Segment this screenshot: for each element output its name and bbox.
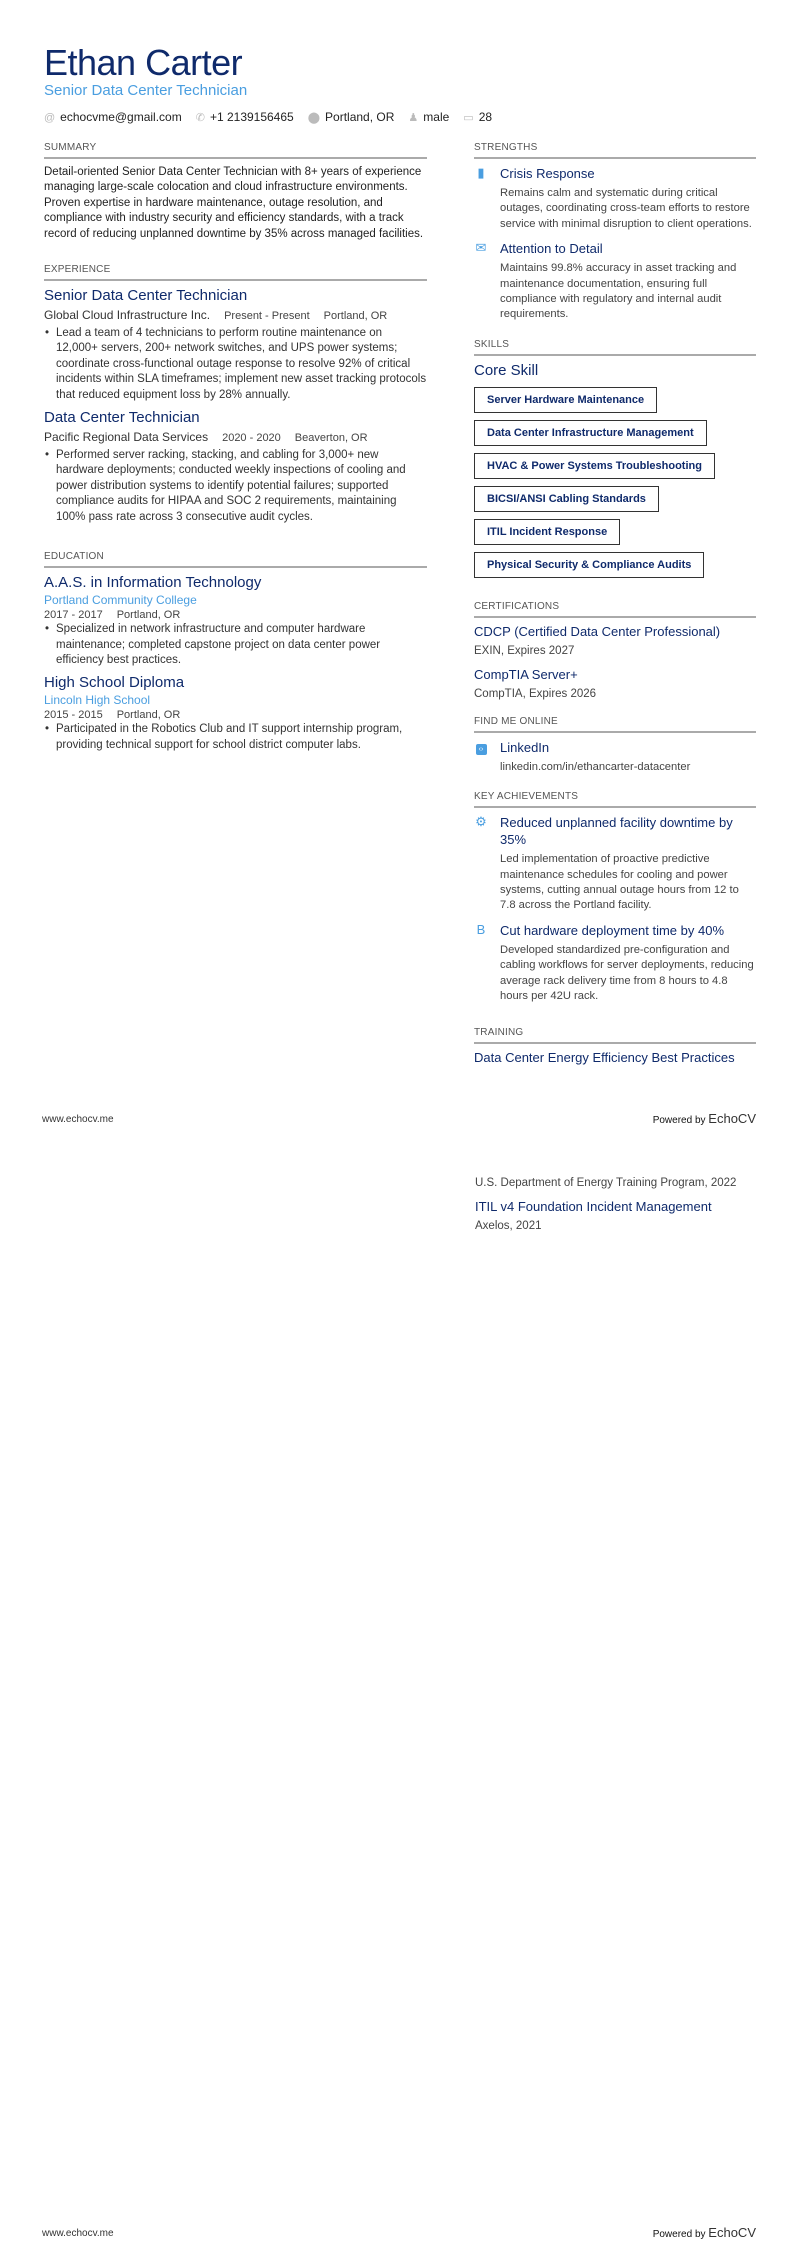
powered-label: Powered by bbox=[652, 2229, 706, 2240]
skill-chip: Data Center Infrastructure Management bbox=[474, 420, 707, 446]
section-heading: STRENGTHS bbox=[474, 142, 756, 159]
edu-meta bbox=[44, 709, 427, 721]
candidate-title: Senior Data Center Technician bbox=[44, 82, 248, 99]
section-heading: EXPERIENCE bbox=[44, 264, 427, 281]
dates: 2020 - 2020 bbox=[222, 432, 281, 445]
training-issuer: U.S. Department of Energy Training Program, 2022 bbox=[475, 1177, 737, 1189]
contact-gender bbox=[408, 110, 449, 124]
job-title: Data Center Technician bbox=[44, 409, 200, 427]
cert-name: CDCP (Certified Data Center Professional) bbox=[474, 623, 721, 639]
achievement-item bbox=[474, 922, 756, 1005]
footer-powered bbox=[653, 2225, 756, 2240]
achievements-section bbox=[474, 791, 756, 1004]
job-entry bbox=[44, 409, 427, 525]
contact-bar bbox=[44, 110, 492, 124]
envelope-icon: ✉ bbox=[475, 240, 487, 256]
training-continued bbox=[475, 1177, 757, 1242]
at-icon: @ bbox=[44, 112, 56, 124]
online-section bbox=[474, 716, 756, 775]
location: Beaverton, OR bbox=[294, 432, 368, 445]
job-title: Senior Data Center Technician bbox=[44, 287, 248, 305]
achievement-title: Cut hardware deployment time by 40% bbox=[500, 922, 725, 938]
job-meta bbox=[44, 308, 427, 322]
strength-text: Remains calm and systematic during critical outages, coordinating cross-team efforts to restore service with minimal disruption to client operations. bbox=[500, 187, 752, 230]
education-section bbox=[44, 551, 427, 753]
company: Pacific Regional Data Services bbox=[44, 430, 209, 445]
skill-chip-list bbox=[474, 387, 756, 585]
experience-section bbox=[44, 264, 427, 525]
job-bullet: • Lead a team of 4 technicians to perform routine maintenance on 12,000+ servers, 200+ network switches, and UPS power systems; coordinate cross-functional outage response to resolve 92% of critical incidents within SLA timeframes; implement new asset tracking protocols that reduced equipment loss by 28% annually. bbox=[44, 326, 427, 403]
skill-chip: BICSI/ANSI Cabling Standards bbox=[474, 486, 659, 512]
section-heading: FIND ME ONLINE bbox=[474, 716, 756, 733]
gear-icon: ⚙ bbox=[475, 814, 487, 830]
contact-age bbox=[463, 110, 492, 124]
achievement-text: Developed standardized pre-configuration and cabling workflows for server deployments, reducing average rack delivery time from 8 hours to 4.8 hours per 42U rack. bbox=[500, 943, 754, 1003]
footer-powered bbox=[653, 1111, 756, 1126]
brand-name: EchoCV bbox=[708, 1111, 756, 1126]
contact-email bbox=[44, 110, 182, 124]
strengths-section bbox=[474, 142, 756, 323]
calendar-icon: ▭ bbox=[463, 112, 474, 124]
achievement-text: Led implementation of proactive predictive maintenance schedules for cooling and power systems, cutting annual outage hours from 12 to 7.8 across the Portland facility. bbox=[500, 853, 739, 912]
contact-location bbox=[308, 110, 395, 124]
training-section bbox=[474, 1027, 756, 1065]
person-icon: ♟ bbox=[408, 112, 419, 124]
degree: High School Diploma bbox=[44, 674, 185, 692]
job-entry bbox=[44, 287, 427, 403]
document-icon: ▮ bbox=[477, 165, 485, 180]
location: Portland, OR bbox=[323, 310, 388, 323]
linkedin-url[interactable]: linkedin.com/in/ethancarter-datacenter bbox=[500, 760, 691, 773]
footer-site[interactable]: www.echocv.me bbox=[42, 1114, 114, 1125]
strength-item bbox=[474, 165, 756, 232]
certifications-section bbox=[474, 601, 756, 700]
left-column bbox=[44, 142, 427, 769]
cert-name: CompTIA Server+ bbox=[474, 666, 578, 682]
skill-chip: Server Hardware Maintenance bbox=[474, 387, 657, 413]
dates: 2017 - 2017 bbox=[44, 609, 103, 622]
dates: Present - Present bbox=[224, 310, 310, 323]
skill-chip: HVAC & Power Systems Troubleshooting bbox=[474, 453, 715, 479]
strength-text: Maintains 99.8% accuracy in asset tracking and maintenance documentation, ensuring full compliance with regulatory and internal audit requirements. bbox=[500, 262, 737, 321]
age-text: 28 bbox=[478, 110, 493, 124]
section-heading: TRAINING bbox=[474, 1027, 756, 1044]
skill-chip: Physical Security & Compliance Audits bbox=[474, 552, 704, 578]
education-entry bbox=[44, 674, 427, 753]
linkedin-item[interactable] bbox=[474, 739, 756, 775]
section-heading: CERTIFICATIONS bbox=[474, 601, 756, 618]
linkedin-label[interactable]: LinkedIn bbox=[500, 739, 550, 755]
edu-meta bbox=[44, 609, 427, 621]
contact-phone bbox=[196, 110, 294, 124]
degree: A.A.S. in Information Technology bbox=[44, 574, 262, 592]
edu-bullet: • Specialized in network infrastructure and computer hardware maintenance; completed capstone project on data center power efficiency best practices. bbox=[44, 622, 427, 668]
job-bullet: • Performed server racking, stacking, and cabling for 3,000+ new hardware deployments; conducted weekly inspections of cooling and power distribution systems to identify potential failures; supported compliance audits for HIPAA and SOC 2 requirements, maintaining 100% pass rate across 3 consecutive audit cycles. bbox=[44, 448, 427, 525]
b-letter-icon: B bbox=[476, 921, 486, 937]
cert-issuer: EXIN, Expires 2027 bbox=[474, 644, 575, 657]
summary-text: Detail-oriented Senior Data Center Technician with 8+ years of experience managing large-scale colocation and cloud infrastructure environments. Proven expertise in hardware maintenance, outage resolution, and compliance with industry security and efficiency standards, with a track record of reducing unplanned downtime by 35% across managed facilities. bbox=[44, 166, 424, 240]
strength-title: Crisis Response bbox=[500, 166, 595, 181]
right-column bbox=[474, 142, 756, 1065]
skill-chip: ITIL Incident Response bbox=[474, 519, 620, 545]
phone-text: +1 2139156465 bbox=[209, 110, 294, 124]
location-text: Portland, OR bbox=[325, 110, 395, 124]
section-heading: SKILLS bbox=[474, 339, 756, 356]
job-meta bbox=[44, 430, 427, 444]
candidate-name: Ethan Carter bbox=[44, 42, 243, 83]
email-text: echocvme@gmail.com bbox=[60, 110, 182, 124]
achievement-item bbox=[474, 814, 756, 914]
phone-icon: ✆ bbox=[195, 112, 205, 124]
location: Portland, OR bbox=[116, 709, 181, 722]
linkedin-icon: ‹› bbox=[474, 739, 488, 775]
training-issuer: Axelos, 2021 bbox=[475, 1220, 542, 1232]
skills-section bbox=[474, 339, 756, 585]
brand-name: EchoCV bbox=[708, 2225, 756, 2240]
strength-title: Attention to Detail bbox=[500, 241, 603, 257]
training-name: ITIL v4 Foundation Incident Management bbox=[475, 1199, 712, 1214]
skill-group-title: Core Skill bbox=[474, 361, 539, 379]
education-entry bbox=[44, 574, 427, 668]
gender-text: male bbox=[423, 110, 450, 124]
achievement-title: Reduced unplanned facility downtime by 35% bbox=[500, 815, 733, 848]
section-heading: SUMMARY bbox=[44, 142, 427, 159]
school: Portland Community College bbox=[44, 593, 197, 608]
training-name: Data Center Energy Efficiency Best Practices bbox=[474, 1049, 735, 1065]
location-icon: ⬤ bbox=[307, 112, 321, 124]
location: Portland, OR bbox=[116, 609, 181, 622]
strength-item bbox=[474, 240, 756, 323]
company: Global Cloud Infrastructure Inc. bbox=[44, 308, 211, 323]
school: Lincoln High School bbox=[44, 693, 151, 708]
dates: 2015 - 2015 bbox=[44, 709, 103, 722]
cert-issuer: CompTIA, Expires 2026 bbox=[474, 687, 597, 700]
footer-site[interactable]: www.echocv.me bbox=[42, 2228, 114, 2239]
summary-section bbox=[44, 142, 427, 242]
section-heading: KEY ACHIEVEMENTS bbox=[474, 791, 756, 808]
edu-bullet: • Participated in the Robotics Club and IT support internship program, providing technical support for school district computer labs. bbox=[44, 722, 427, 753]
powered-label: Powered by bbox=[652, 1115, 706, 1126]
section-heading: EDUCATION bbox=[44, 551, 427, 568]
